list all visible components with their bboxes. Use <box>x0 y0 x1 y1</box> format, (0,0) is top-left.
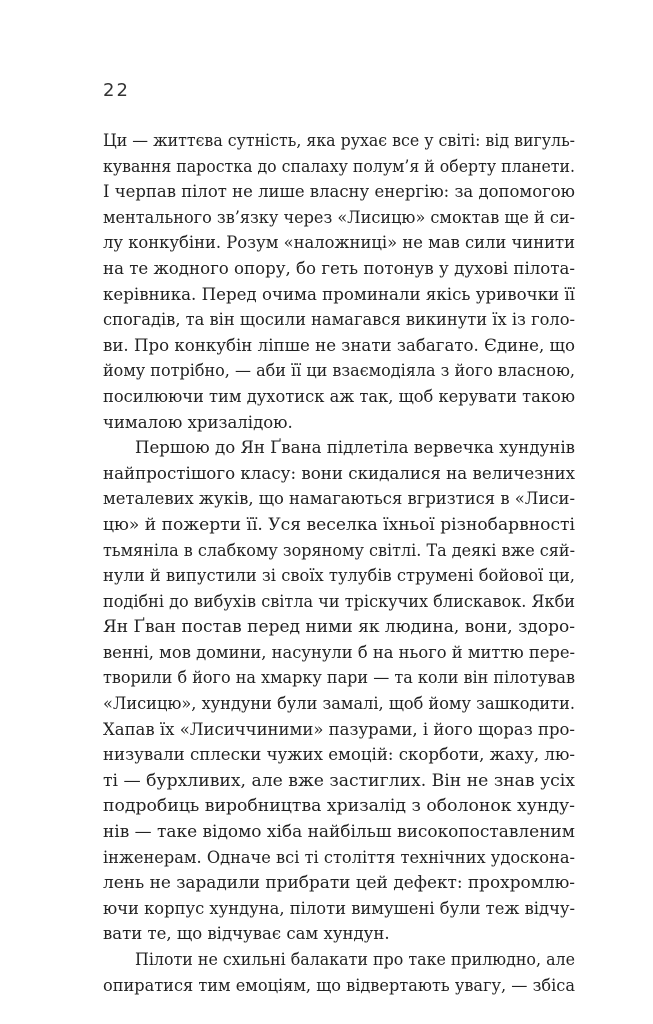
text-line: нули й випустили зі своїх тулубів струмені бойової ци, <box>103 566 575 586</box>
text-line: тьмяніла в слабкому зоряному світлі. Та деякі вже сяй- <box>103 540 575 560</box>
text-line: творили б його на хмарку пари — та коли він пілотував <box>103 668 575 688</box>
text-line: йому потрібно, — аби її ци взаємодіяла з його власною, <box>103 361 575 381</box>
text-line: кування паростка до спалаху полум’я й оберту планети. <box>103 156 575 176</box>
text-line: Ян Ґван постав перед ними як людина, вони, здоро- <box>103 617 575 637</box>
text-line: металевих жуків, що намагаються вгризтися в «Лиси- <box>103 489 575 509</box>
text-line: Пілоти не схильні балакати про таке прилюдно, але <box>135 950 575 969</box>
text-line: вати те, що відчуває сам хундун. <box>103 924 390 944</box>
text-line: ті — бурхливих, але вже застиглих. Він не знав усіх <box>103 770 575 790</box>
text-line: низували сплески чужих емоцій: скорботи, жаху, лю- <box>103 745 575 765</box>
page-number: 22 <box>103 80 130 101</box>
text-line: керівника. Перед очима проминали якісь уривочки її <box>103 284 575 304</box>
text-line: інженерам. Одначе всі ті століття технічних удоскона- <box>103 847 575 867</box>
body-text <box>103 128 575 998</box>
text-line: опиратися тим емоціям, що відвертають увагу, — збіса <box>103 975 575 995</box>
text-line: найпростішого класу: вони скидалися на величезних <box>103 463 575 483</box>
text-line: на те жодного опору, бо геть потонув у духові пілота- <box>103 258 575 278</box>
text-line: лень не зарадили прибрати цей дефект: прохромлю- <box>103 873 575 893</box>
text-line: нів — таке відомо хіба найбільш високопоставленим <box>103 822 575 842</box>
text-line: Ци — життєва сутність, яка рухає все у світі: від вигуль- <box>103 131 575 150</box>
text-line: Хапав їх «Лисиччиними» пазурами, і його щораз про- <box>103 719 575 739</box>
text-line: ментального зв’язку через «Лисицю» смоктав ще й си- <box>103 207 575 227</box>
text-line: ви. Про конкубін ліпше не знати забагато. Єдине, що <box>103 335 575 355</box>
text-line: венні, мов домини, насунули б на нього й миттю пере- <box>103 642 575 662</box>
text-line: подробиць виробництва хризалід з оболонок хунду- <box>103 796 575 816</box>
text-line: І черпав пілот не лише власну енергію: за допомогою <box>103 182 575 202</box>
text-line: подібні до вибухів світла чи тріскучих блискавок. Якби <box>103 591 575 611</box>
text-line: чималою хризалідою. <box>103 412 293 432</box>
text-line: посилюючи тим духотиск аж так, щоб керувати такою <box>103 386 575 406</box>
text-line: спогадів, та він щосили намагався викинути їх із голо- <box>103 310 575 330</box>
text-line: Першою до Ян Ґвана підлетіла вервечка хундунів <box>135 438 575 458</box>
text-line: лу конкубіни. Розум «наложниці» не мав сили чинити <box>103 233 575 253</box>
text-line: цю» й пожерти її. Уся веселка їхньої різнобарвності <box>103 514 575 534</box>
text-line: «Лисицю», хундуни були замалі, щоб йому зашкодити. <box>103 694 575 714</box>
text-line: ючи корпус хундуна, пілоти вимушені були теж відчу- <box>103 898 575 918</box>
